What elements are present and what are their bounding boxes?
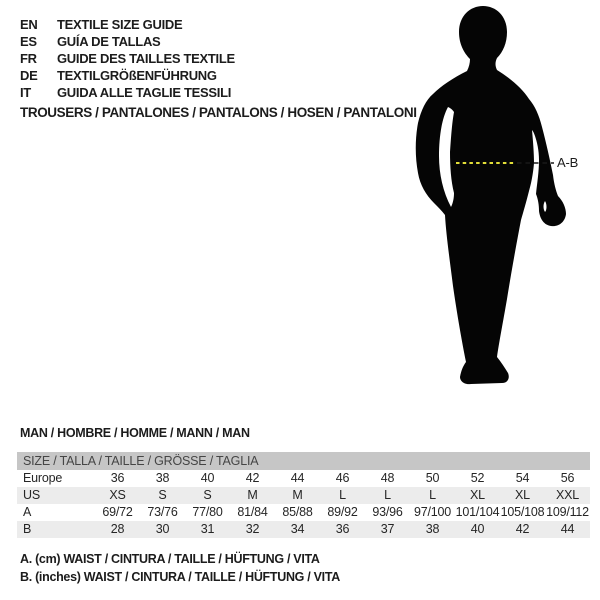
language-code: EN [20, 17, 38, 32]
size-cell: L [339, 488, 346, 502]
gender-heading: MAN / HOMBRE / HOMME / MANN / MAN [20, 426, 250, 440]
size-cell: 42 [245, 471, 260, 485]
size-cell: 37 [380, 522, 395, 536]
size-cell: 31 [200, 522, 215, 536]
size-cell: 48 [380, 471, 395, 485]
language-list [20, 16, 235, 101]
note-line: B. (inches) WAIST / CINTURA / TAILLE / HÜFTUNG / VITA [20, 570, 340, 584]
language-label: GUIDE DES TAILLES TEXTILE [57, 51, 235, 66]
man-silhouette-figure [408, 4, 572, 388]
size-cell: M [247, 488, 258, 502]
size-cell: 52 [470, 471, 485, 485]
language-row [20, 33, 235, 50]
size-cell: 77/80 [192, 505, 223, 519]
size-cell: 105/108 [500, 505, 545, 519]
size-cell: XS [109, 488, 126, 502]
size-cell: 46 [335, 471, 350, 485]
size-cell: 38 [155, 471, 170, 485]
size-cell: 42 [515, 522, 530, 536]
size-cell: 97/100 [413, 505, 452, 519]
man-silhouette-path [416, 6, 566, 384]
size-table [17, 452, 590, 538]
size-cell: 38 [425, 522, 440, 536]
language-code: ES [20, 34, 37, 49]
size-cell: S [158, 488, 167, 502]
size-cell: 54 [515, 471, 530, 485]
language-code: DE [20, 68, 38, 83]
language-label: GUÍA DE TALLAS [57, 34, 161, 49]
size-cell: 56 [560, 471, 575, 485]
size-cell: 44 [560, 522, 575, 536]
size-cell: 30 [155, 522, 170, 536]
size-cell: 109/112 [546, 505, 589, 519]
size-cell: 34 [290, 522, 305, 536]
size-row-label: Europe [23, 471, 63, 485]
language-row [20, 16, 235, 33]
waist-measure-label: A-B [557, 155, 579, 170]
note-line: A. (cm) WAIST / CINTURA / TAILLE / HÜFTUNG / VITA [20, 552, 320, 566]
size-cell: 40 [470, 522, 485, 536]
language-code: FR [20, 51, 37, 66]
size-cell: M [292, 488, 303, 502]
size-cell: XL [470, 488, 485, 502]
size-row-label: US [23, 488, 40, 502]
size-cell: 32 [245, 522, 260, 536]
size-table-row [17, 470, 590, 487]
size-cell: L [429, 488, 436, 502]
size-cell: 81/84 [237, 505, 268, 519]
size-cell: XXL [555, 488, 580, 502]
size-cell: XL [515, 488, 530, 502]
language-row [20, 84, 235, 101]
size-cell: 73/76 [147, 505, 178, 519]
language-code: IT [20, 85, 31, 100]
size-table-row [17, 521, 590, 538]
language-label: TEXTILGRÖßENFÜHRUNG [57, 68, 217, 83]
size-cell: 85/88 [282, 505, 313, 519]
language-label: TEXTILE SIZE GUIDE [57, 17, 183, 32]
size-cell: S [203, 488, 212, 502]
language-label: GUIDA ALLE TAGLIE TESSILI [57, 85, 232, 100]
size-cell: 89/92 [327, 505, 358, 519]
size-row-label: A [23, 505, 32, 519]
measurement-notes [20, 550, 340, 586]
size-table-title-bar: SIZE / TALLA / TAILLE / GRÖSSE / TAGLIA [17, 452, 590, 470]
language-row [20, 50, 235, 67]
garment-heading: TROUSERS / PANTALONES / PANTALONS / HOSEN / PANTALONI [20, 105, 417, 120]
language-row [20, 67, 235, 84]
size-cell: 69/72 [102, 505, 133, 519]
size-table-row [17, 504, 590, 521]
size-cell: L [384, 488, 391, 502]
size-cell: 28 [110, 522, 125, 536]
size-cell: 36 [110, 471, 125, 485]
size-cell: 50 [425, 471, 440, 485]
size-cell: 36 [335, 522, 350, 536]
size-cell: 101/104 [455, 505, 500, 519]
size-row-label: B [23, 522, 32, 536]
size-cell: 44 [290, 471, 305, 485]
size-cell: 93/96 [372, 505, 403, 519]
size-table-row [17, 487, 590, 504]
size-table-body [17, 470, 590, 538]
size-cell: 40 [200, 471, 215, 485]
